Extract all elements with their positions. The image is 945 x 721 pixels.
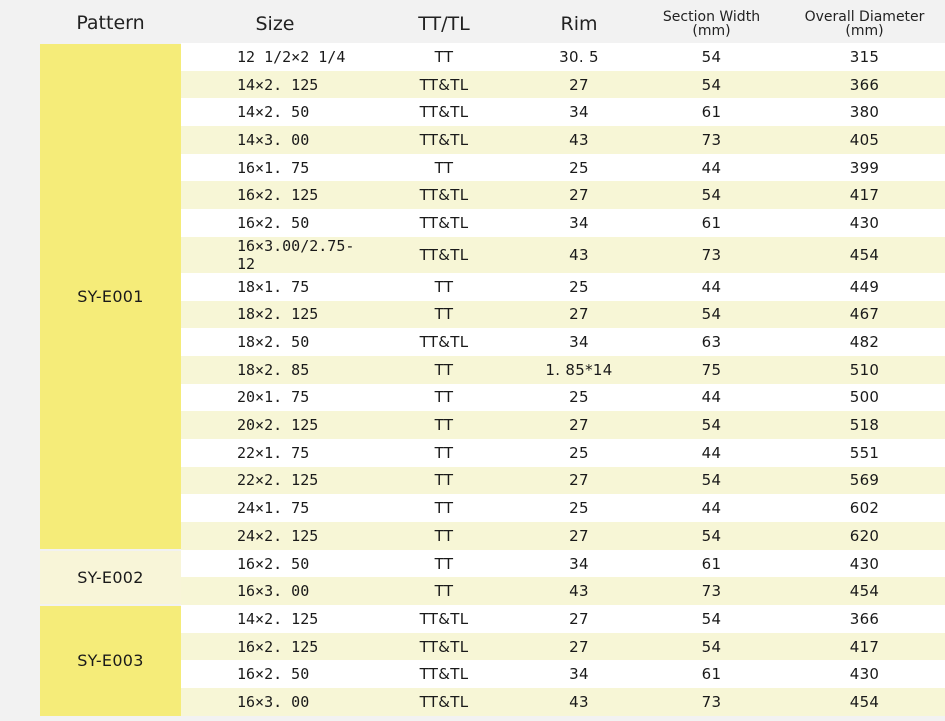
section-width-cell: 61 — [639, 550, 784, 578]
header-rim: Rim — [560, 12, 598, 35]
size-cell: 18×2. 50 — [181, 328, 369, 356]
overall-diameter-cell: 510 — [784, 356, 945, 384]
tt-tl-cell: TT — [369, 273, 519, 301]
rim-cell: 43 — [519, 577, 639, 605]
pattern-cell: SY-E003 — [40, 605, 181, 716]
tt-tl-cell: TT — [369, 439, 519, 467]
tt-tl-cell: TT — [369, 384, 519, 412]
row-gap — [0, 328, 40, 356]
section-width-cell: 54 — [639, 605, 784, 633]
section-width-cell: 54 — [639, 633, 784, 661]
table-body — [0, 43, 945, 716]
tt-tl-cell: TT — [369, 154, 519, 182]
tt-tl-cell: TT — [369, 411, 519, 439]
section-width-cell: 73 — [639, 577, 784, 605]
tt-tl-cell: TT — [369, 467, 519, 495]
section-width-cell: 61 — [639, 98, 784, 126]
size-cell: 12 1/2×2 1/4 — [181, 43, 369, 71]
rim-cell: 27 — [519, 467, 639, 495]
overall-diameter-cell: 569 — [784, 467, 945, 495]
size-cell: 16×2. 125 — [181, 633, 369, 661]
section-width-cell: 44 — [639, 439, 784, 467]
tt-tl-cell: TT — [369, 356, 519, 384]
table-row — [0, 605, 945, 633]
overall-diameter-cell: 399 — [784, 154, 945, 182]
rim-cell: 43 — [519, 126, 639, 154]
rim-cell: 43 — [519, 688, 639, 716]
size-cell: 14×3. 00 — [181, 126, 369, 154]
tt-tl-cell: TT&TL — [369, 126, 519, 154]
overall-diameter-cell: 482 — [784, 328, 945, 356]
section-width-cell: 63 — [639, 328, 784, 356]
overall-diameter-cell: 380 — [784, 98, 945, 126]
row-gap — [0, 688, 40, 716]
tt-tl-cell: TT&TL — [369, 181, 519, 209]
rim-cell: 34 — [519, 98, 639, 126]
section-width-cell: 61 — [639, 660, 784, 688]
row-gap — [0, 439, 40, 467]
rim-cell: 25 — [519, 494, 639, 522]
size-cell: 24×2. 125 — [181, 522, 369, 550]
overall-diameter-cell: 405 — [784, 126, 945, 154]
size-cell: 18×2. 125 — [181, 301, 369, 329]
rim-cell: 43 — [519, 237, 639, 273]
tt-tl-cell: TT&TL — [369, 660, 519, 688]
overall-diameter-cell: 315 — [784, 43, 945, 71]
tt-tl-cell: TT — [369, 494, 519, 522]
row-gap — [0, 467, 40, 495]
header-pattern: Pattern — [76, 12, 145, 34]
overall-diameter-cell: 620 — [784, 522, 945, 550]
size-cell: 22×2. 125 — [181, 467, 369, 495]
row-gap — [0, 301, 40, 329]
rim-cell: 25 — [519, 384, 639, 412]
size-cell: 20×2. 125 — [181, 411, 369, 439]
tt-tl-cell: TT&TL — [369, 328, 519, 356]
rim-cell: 27 — [519, 301, 639, 329]
tt-tl-cell: TT — [369, 522, 519, 550]
overall-diameter-cell: 454 — [784, 237, 945, 273]
rim-cell: 34 — [519, 328, 639, 356]
size-cell: 16×2. 50 — [181, 550, 369, 578]
size-cell: 16×2. 50 — [181, 209, 369, 237]
size-cell: 14×2. 125 — [181, 71, 369, 99]
row-gap — [0, 356, 40, 384]
rim-cell: 1. 85*14 — [519, 356, 639, 384]
size-cell: 16×3. 00 — [181, 577, 369, 605]
size-cell: 20×1. 75 — [181, 384, 369, 412]
overall-diameter-cell: 467 — [784, 301, 945, 329]
section-width-cell: 73 — [639, 126, 784, 154]
rim-cell: 25 — [519, 154, 639, 182]
rim-cell: 27 — [519, 181, 639, 209]
section-width-cell: 54 — [639, 43, 784, 71]
overall-diameter-cell: 366 — [784, 605, 945, 633]
row-gap — [0, 605, 40, 633]
tt-tl-cell: TT — [369, 301, 519, 329]
pattern-cell: SY-E002 — [40, 550, 181, 605]
overall-diameter-cell: 430 — [784, 660, 945, 688]
overall-diameter-cell: 454 — [784, 577, 945, 605]
header-section-width-line1: Section Width — [662, 8, 761, 25]
row-gap — [0, 633, 40, 661]
row-gap — [0, 126, 40, 154]
size-cell: 24×1. 75 — [181, 494, 369, 522]
row-gap — [0, 237, 40, 273]
row-gap — [0, 43, 40, 71]
row-gap — [0, 660, 40, 688]
tt-tl-cell: TT&TL — [369, 209, 519, 237]
rim-cell: 25 — [519, 273, 639, 301]
header-gap — [0, 4, 40, 43]
section-width-cell: 54 — [639, 71, 784, 99]
section-width-cell: 73 — [639, 688, 784, 716]
row-gap — [0, 384, 40, 412]
section-width-cell: 73 — [639, 237, 784, 273]
section-width-cell: 54 — [639, 411, 784, 439]
overall-diameter-cell: 500 — [784, 384, 945, 412]
row-gap — [0, 98, 40, 126]
overall-diameter-cell: 430 — [784, 209, 945, 237]
row-gap — [0, 550, 40, 578]
table-row — [0, 43, 945, 71]
overall-diameter-cell: 417 — [784, 633, 945, 661]
section-width-cell: 54 — [639, 301, 784, 329]
header-tt-tl: TT/TL — [418, 12, 470, 35]
row-gap — [0, 522, 40, 550]
section-width-cell: 61 — [639, 209, 784, 237]
overall-diameter-cell: 449 — [784, 273, 945, 301]
size-cell: 16×3.00/2.75-12 — [181, 237, 369, 273]
row-gap — [0, 494, 40, 522]
size-cell: 16×1. 75 — [181, 154, 369, 182]
section-width-cell: 75 — [639, 356, 784, 384]
size-cell: 18×2. 85 — [181, 356, 369, 384]
rim-cell: 27 — [519, 71, 639, 99]
rim-cell: 34 — [519, 209, 639, 237]
rim-cell: 27 — [519, 633, 639, 661]
tt-tl-cell: TT&TL — [369, 633, 519, 661]
header-overall-diameter-line2: (mm) — [845, 22, 884, 39]
header-section-width — [639, 4, 784, 43]
tt-tl-cell: TT&TL — [369, 98, 519, 126]
size-cell: 14×2. 125 — [181, 605, 369, 633]
table-row — [0, 550, 945, 578]
overall-diameter-cell: 417 — [784, 181, 945, 209]
row-gap — [0, 181, 40, 209]
rim-cell: 25 — [519, 439, 639, 467]
pattern-cell: SY-E001 — [40, 43, 181, 550]
rim-cell: 34 — [519, 660, 639, 688]
section-width-cell: 44 — [639, 384, 784, 412]
rim-cell: 27 — [519, 411, 639, 439]
size-cell: 16×2. 50 — [181, 660, 369, 688]
header-row — [0, 4, 945, 43]
section-width-cell: 54 — [639, 181, 784, 209]
row-gap — [0, 154, 40, 182]
header-overall-diameter — [784, 4, 945, 43]
size-cell: 14×2. 50 — [181, 98, 369, 126]
rim-cell: 27 — [519, 522, 639, 550]
row-gap — [0, 411, 40, 439]
size-cell: 18×1. 75 — [181, 273, 369, 301]
rim-cell: 34 — [519, 550, 639, 578]
rim-cell: 27 — [519, 605, 639, 633]
overall-diameter-cell: 551 — [784, 439, 945, 467]
tt-tl-cell: TT&TL — [369, 605, 519, 633]
overall-diameter-cell: 518 — [784, 411, 945, 439]
header-section-width-line2: (mm) — [692, 22, 731, 39]
section-width-cell: 54 — [639, 467, 784, 495]
row-gap — [0, 577, 40, 605]
tt-tl-cell: TT — [369, 43, 519, 71]
tt-tl-cell: TT — [369, 577, 519, 605]
section-width-cell: 54 — [639, 522, 784, 550]
tt-tl-cell: TT&TL — [369, 237, 519, 273]
size-cell: 16×2. 125 — [181, 181, 369, 209]
header-size: Size — [255, 12, 295, 35]
overall-diameter-cell: 454 — [784, 688, 945, 716]
tt-tl-cell: TT&TL — [369, 688, 519, 716]
row-gap — [0, 273, 40, 301]
tire-spec-table — [0, 4, 945, 716]
overall-diameter-cell: 430 — [784, 550, 945, 578]
section-width-cell: 44 — [639, 154, 784, 182]
size-cell: 16×3. 00 — [181, 688, 369, 716]
size-cell: 22×1. 75 — [181, 439, 369, 467]
section-width-cell: 44 — [639, 494, 784, 522]
overall-diameter-cell: 602 — [784, 494, 945, 522]
row-gap — [0, 209, 40, 237]
header-overall-diameter-line1: Overall Diameter — [804, 8, 925, 25]
section-width-cell: 44 — [639, 273, 784, 301]
row-gap — [0, 71, 40, 99]
tt-tl-cell: TT — [369, 550, 519, 578]
rim-cell: 30. 5 — [519, 43, 639, 71]
tt-tl-cell: TT&TL — [369, 71, 519, 99]
overall-diameter-cell: 366 — [784, 71, 945, 99]
